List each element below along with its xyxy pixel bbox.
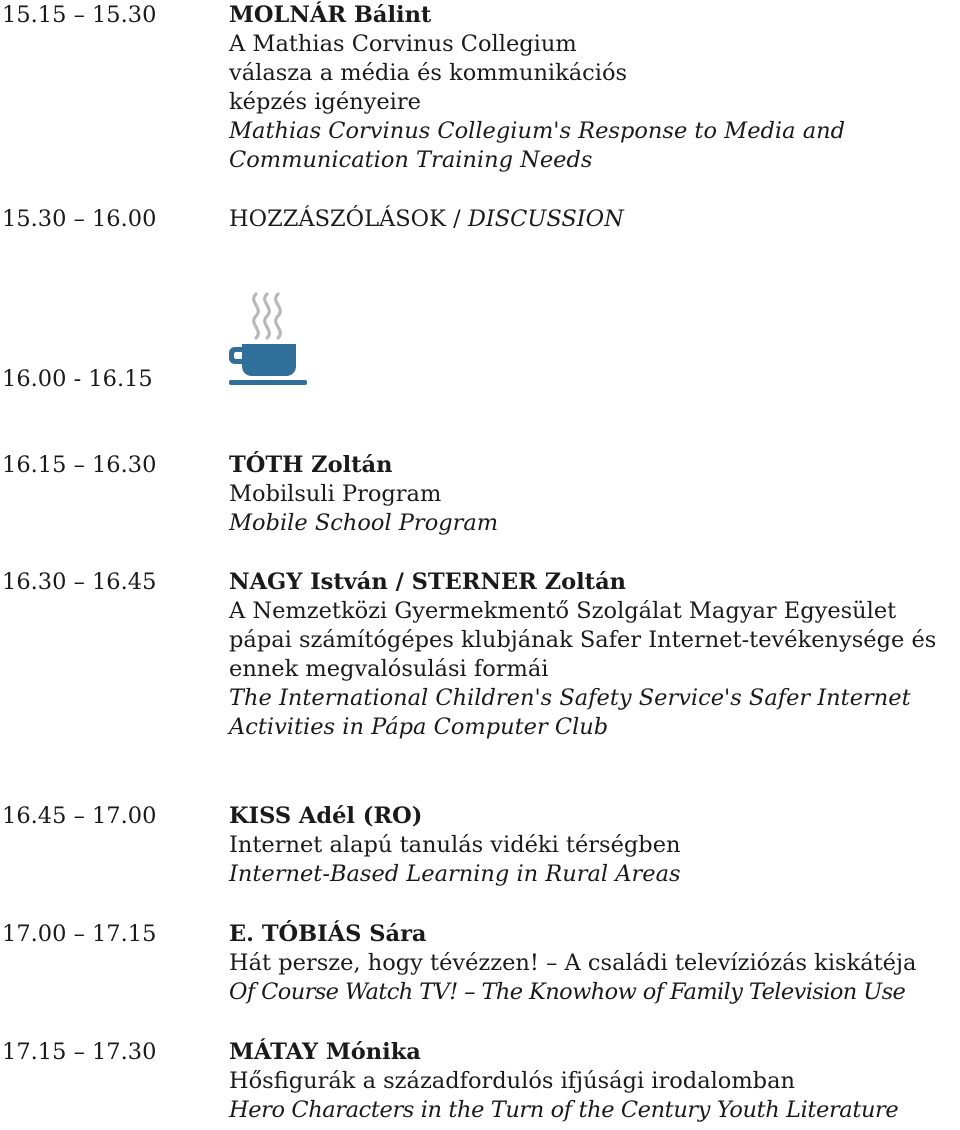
session-speaker: NAGY István / STERNER Zoltán <box>229 569 627 595</box>
session-title-hu: Internet alapú tanulás vidéki térségben <box>229 832 681 858</box>
session-content <box>229 1 960 175</box>
session-time: 15.15 – 15.30 <box>2 2 157 28</box>
session-title-hu: Hát persze, hogy tévézzen! – A családi televíziózás kiskátéja <box>229 950 917 976</box>
session-time: 17.15 – 17.30 <box>2 1039 157 1065</box>
session-speaker: KISS Adél (RO) <box>229 803 423 829</box>
session-title-en: Internet-Based Learning in Rural Areas <box>229 861 681 887</box>
session-content <box>229 451 960 538</box>
session-title-hu: Mobilsuli Program <box>229 481 442 507</box>
session-title-en: Hero Characters in the Turn of the Century Youth Literature <box>229 1097 899 1123</box>
session-content <box>229 920 960 1007</box>
session-title-en: Of Course Watch TV! – The Knowhow of Family Television Use <box>229 979 906 1005</box>
discussion-label-en: DISCUSSION <box>467 206 624 232</box>
session-time: 16.30 – 16.45 <box>2 569 157 595</box>
session-speaker: MÁTAY Mónika <box>229 1039 421 1065</box>
session-title-hu: A Mathias Corvinus Collegium válasza a média és kommunikációs képzés igényeire <box>229 31 628 115</box>
coffee-cup-icon <box>226 290 310 388</box>
session-time: 15.30 – 16.00 <box>2 206 157 232</box>
session-title-en: Mobile School Program <box>229 510 499 536</box>
session-title-hu: A Nemzetközi Gyermekmentő Szolgálat Magyar Egyesület pápai számítógépes klubjának Safer Internet-tevékenysége és ennek megvalósulási formái <box>229 598 937 682</box>
session-time: 17.00 – 17.15 <box>2 921 157 947</box>
discussion-label-hu: HOZZÁSZÓLÁSOK / <box>229 206 468 232</box>
session-time: 16.15 – 16.30 <box>2 452 157 478</box>
session-time: 16.45 – 17.00 <box>2 803 157 829</box>
session-speaker: TÓTH Zoltán <box>229 452 393 478</box>
session-speaker: E. TÓBIÁS Sára <box>229 921 427 947</box>
session-title-en: Mathias Corvinus Collegium's Response to Media and Communication Training Needs <box>229 118 846 173</box>
session-title-en: The International Children's Safety Service's Safer Internet Activities in Pápa Computer Club <box>229 685 911 740</box>
session-content <box>229 802 960 889</box>
session-title-hu: Hősfigurák a századfordulós ifjúsági irodalomban <box>229 1068 795 1094</box>
session-speaker: MOLNÁR Bálint <box>229 2 432 28</box>
session-content <box>229 1038 960 1125</box>
session-content <box>229 205 960 234</box>
session-time: 16.00 - 16.15 <box>2 366 153 392</box>
session-content <box>229 568 960 742</box>
